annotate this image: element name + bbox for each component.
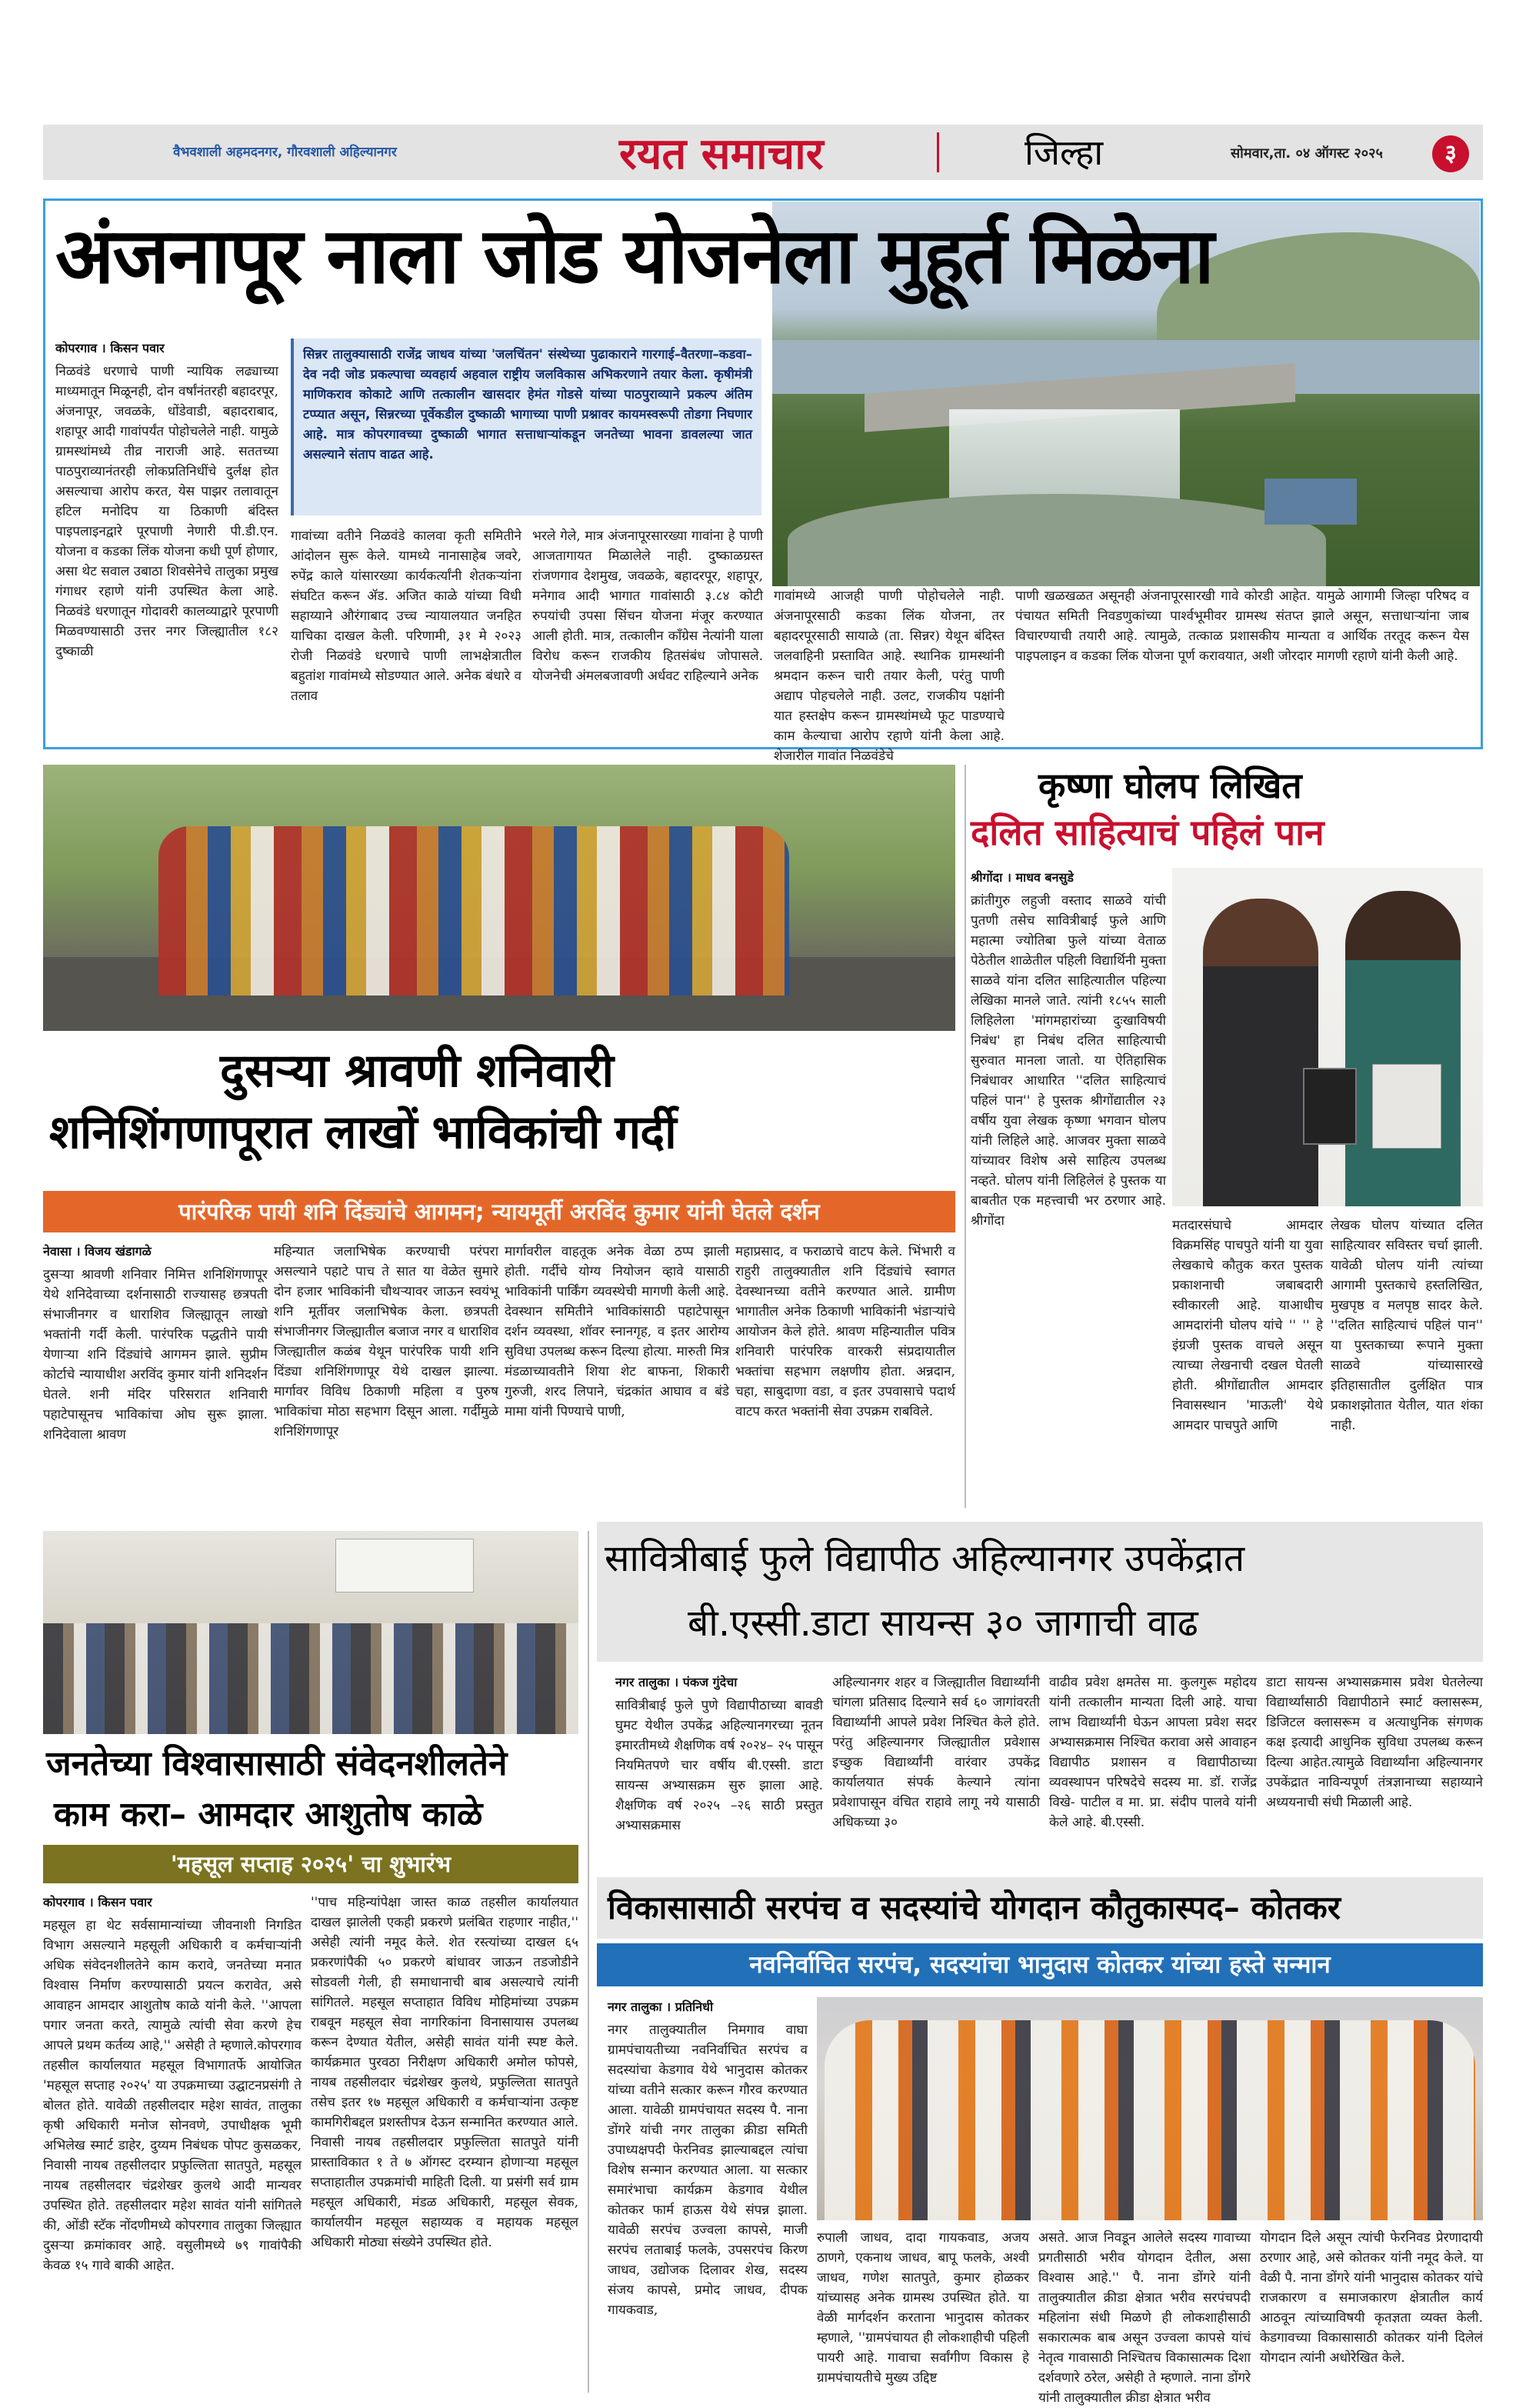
story5-byline: कोपरगाव । किसन पवार (43, 1895, 152, 1909)
story6-headline: विकासासाठी सरपंच व सदस्यांचे योगदान कौतुकास्पद– कोतकर (608, 1889, 1341, 1926)
page-number-badge (1432, 135, 1469, 172)
story6-col3: असते. आज निवडून आलेले सदस्य गावाच्या प्रगतीसाठी भरीव योगदान देतील, असा विश्वास आहे.'' पै. नाना डोंगरे यांनी तालुक्यातील क्रीडा क्षेत्रात भरीव सरपंचपदी महिलांना संधी मिळणे ही लोकशाहीसाठी सकारात्मक बाब असून उज्वला कापसे यांचं नेतृत्व गावासाठी निश्चितच विकासात्मक दिशा दर्शवणारे ठरेल, असेही ते म्हणाले. नाना डोंगरे यांनी तालुक्यातील क्रीडा क्षेत्रात भरीव (1038, 2230, 1251, 2406)
story2-headline-line1: दुसऱ्या श्रावणी शनिवारी (220, 1044, 614, 1098)
story5-subhead: 'महसूल सप्ताह २०२५' चा शुभारंभ (170, 1851, 451, 1877)
story1-col2: गावांच्या वतीने निळवंडे कालवा कृती समितीने आंदोलन सुरू केले. यामध्ये नानासाहेब जवरे, रुपेंद्र काले यांसारख्या कार्यकर्त्यांनी शेतकऱ्यांना संघटित करून ॲड. अजित काळे यांच्या विधी सहाय्याने औरंगाबाद उच्च न्यायालयात जनहित याचिका दाखल केली. परिणामी, ३१ मे २०२३ रोजी निळवंडे धरणाचे पाणी लाभक्षेत्रातील बहुतांश गावांमध्ये सोडण्यात आले. अनेक बंधारे व तलाव (291, 529, 521, 704)
story5-col1: कोपरगाव । किसन पवार महसूल हा थेट सर्वसामान्यांच्या जीवनाशी निगडित विभाग असल्याने महसूली अधिकारी व कर्मचाऱ्यांनी अधिक संवेदनशीलतेने काम करावे, जनतेच्या मनात विश्वास निर्माण करण्यासाठी प्रयत्न करावेत, असे आवाहन आमदार आशुतोष काळे यांनी केले. ''आपला पगार जनता करते, त्यामुळे त्यांची सेवा करणे हेच आपले प्रथम कर्तव्य आहे,'' असेही ते म्हणाले.कोपरगाव तहसील कार्यालयात महसूल विभागातर्फे आयोजित 'महसूल सप्ताह २०२५' या उपक्रमाच्या उद्घाटनप्रसंगी ते बोलत होते. यावेळी तहसीलदार महेश सावंत, तालुका कृषी अधिकारी मनोज सोनवणे, उपाधीक्षक भूमी अभिलेख स्मार्ट डाहेर, दुय्यम निबंधक पोपट कुसळकर, निवासी नायब तहसीलदार प्रफुल्लिता सातपुते, महसूल नायब तहसीलदार चंद्रशेखर कुलथे आदी मान्यवर उपस्थित होते. तहसीलदार महेश सावंत यांनी सांगितले की, ओंडी स्टॅक नोंदणीमध्ये कोपरगाव तालुका जिल्ह्यात दुसऱ्या क्रमांकावर आहे. वसुलीमध्ये ७९ गावांपैकी केवळ १५ गावे बाकी आहेत. (43, 1893, 302, 2393)
felicitation-group (825, 2020, 1475, 2220)
story2-col1: नेवासा । विजय खंडागळे दुसऱ्या श्रावणी शनिवार निमित्त शनिशिंगणापूर येथे शनिदेवाच्या दर्शनासाठी राज्यासह छत्रपती संभाजीनगर व धाराशिव जिल्ह्यातून लाखो भक्तांनी गर्दी केली. पारंपरिक पद्धतीने पायी येणाऱ्या शनि दिंड्यांचे आगमन झाले. सुप्रीम कोर्टाचे न्यायाधीश अरविंद कुमार यांनी शनिदर्शन घेतले. शनी मंदिर परिसरात शनिवारी पहाटेपासूनच भाविकांचा ओघ सुरू झाला. शनिदेवाला श्रावण (43, 1242, 268, 1503)
story1-col1: कोपरगाव । किसन पवार निळवंडे धरणाचे पाणी न्यायिक लढ्याच्या माध्यमातून मिळूनही, दोन वर्षांनंतरही बहादरपूर, अंजनापूर, जवळके, धोंडेवाडी, बहादराबाद, शहापूर आदी गावांपर्यंत पोहोचलेले नाही. यामुळे ग्रामस्थांमध्ये तीव्र नाराजी आहे. सततच्या पाठपुराव्यानंतरही लोकप्रतिनिधींचे दुर्लक्ष होत असल्याचा आरोप करत, येस पाझर तलावातून हटिल मनोदिप या ठिकाणी बंदिस्त पाइपलाइनद्वारे पूरपाणी नेणारी पी.डी.एन. योजना व कडका लिंक योजना कधी पूर्ण होणार, असा थेट सवाल उबाठा शिवसेनेचे तालुका प्रमुख गंगाधर रहाणे यांनी उपस्थित केला आहे. निळवंडे धरणातून गोदावरी कालव्याद्वारे पूरपाणी मिळवण्यासाठी उत्तर नगर जिल्ह्यातील १८२ दुष्काळी (55, 339, 278, 739)
story6-col1: नगर तालुका । प्रतिनिधी नगर तालुक्यातील निमगाव वाघा ग्रामपंचायतीच्या नवनिर्वाचित सरपंच व सदस्यांचा केडगाव येथे भानुदास कोतकर यांच्या वतीने सत्कार करून गौरव करण्यात आला. यावेळी ग्रामपंचायत सदस्य पै. नाना डोंगरे यांची नगर तालुका क्रीडा समिती उपाध्यक्षपदी फेरनिवड झाल्याबद्दल त्यांचा विशेष सन्मान करण्यात आला. या सत्कार समारंभाचा कार्यक्रम केडगाव येथील कोतकर फार्म हाऊस येथे संपन्न झाला. यावेळी सरपंच उज्वला कापसे, माजी सरपंच लताबाई फलके, उपसरपंच किरण जाधव, उद्योजक दिलावर शेख, सदस्य संजय कापसे, प्रमोद जाधव, दीपक गायकवाड, (608, 1997, 808, 2393)
story3-col1: श्रीगोंदा । माधव बनसुडे क्रांतीगुरु लहुजी वस्ताद साळवे यांची पुतणी तसेच सावित्रीबाई फुले आणि महात्मा ज्योतिबा फुले यांच्या वेताळ पेठेतील शाळेतील पहिली विद्यार्थिनी मुक्ता साळवे यांना दलित साहित्यातील पहिल्या लेखिका मानले जाते. त्यांनी १८५५ साली लिहिलेला 'मांगमहारांच्या दुःखाविषयी निबंध' हा निबंध दलित साहित्याची सुरुवात मानला जातो. या ऐतिहासिक निबंधावर आधारित ''दलित साहित्याचं पहिलं पान'' हे पुस्तक श्रीगोंद्यातील २३ वर्षीय युवा लेखक कृष्णा भगवान घोलप यांनी लिहिले आहे. आजवर मुक्ता साळवे यांच्यावर विशेष असे साहित्य उपलब्ध नव्हते. घोलप यांनी लिहिलेलं हे पुस्तक या बाबतीत एक महत्त्वाची भर ठरणार आहे. श्रीगोंदा (971, 868, 1166, 1506)
story1-headline: अंजनापूर नाला जोड योजनेला मुहूर्त मिळेना (55, 210, 1213, 301)
story4-col4: डाटा सायन्स अभ्यासक्रमास प्रवेश घेतलेल्या विद्यार्थ्यांसाठी विद्यापीठाने स्मार्ट क्लासरूम, डिजिटल क्लासरूम व अत्याधुनिक संगणक कक्ष इत्यादी आधुनिक सुविधा उपलब्ध करून दिल्या आहेत.त्यामुळे विद्यार्थ्यांना अहिल्यानगर उपकेंद्रात नाविन्यपूर्ण तंत्रज्ञानाच्या सहाय्याने अध्ययनाची संधी मिळाली आहे. (1266, 1675, 1483, 1810)
story4-col2: अहिल्यानगर शहर व जिल्ह्यातील विद्यार्थ्यांनी चांगला प्रतिसाद दिल्याने सर्व ६० जागांवरती विद्यार्थ्यांनी आपले प्रवेश निश्चित केले होते. परंतु अहिल्यानगर जिल्ह्यातील प्रवेशास इच्छुक विद्यार्थ्यांनी वारंवार उपकेंद्र कार्यालयात संपर्क केल्याने त्यांना प्रवेशापासून वंचित राहावे लागू नये यासाठी अधिकच्या ३० (832, 1675, 1040, 1830)
story2-byline: नेवासा । विजय खंडागळे (43, 1244, 152, 1259)
felicitation-photo (817, 1997, 1483, 2220)
story6-subhead: नवनिर्वाचित सरपंच, सदस्यांचा भानुदास कोतकर यांच्या हस्ते सन्मान (749, 1951, 1331, 1979)
story4-col1: नगर तालुका । पंकज गुंदेचा सावित्रीबाई फुले पुणे विद्यापीठाच्या बावडी घुमट येथील उपकेंद्र अहिल्यानगरच्या नूतन इमारतीमध्ये शैक्षणिक वर्ष २०२४– २५ पासून नियमितपणे चार वर्षीय बी.एस्सी. डाटा सायन्स अभ्यासक्रम सुरु झाला आहे. शैक्षणिक वर्ष २०२५ –२६ साठी प्रस्तुत अभ्यासक्रमास (615, 1673, 823, 1863)
story6-byline: नगर तालुका । प्रतिनिधी (608, 1999, 714, 2014)
story3-headline-line1: कृष्णा घोलप लिखित (1038, 765, 1302, 806)
story4-headline-line2: बी.एस्सी.डाटा सायन्स ३० जागाची वाढ (688, 1602, 1198, 1645)
story4-headline-line1: सावित्रीबाई फुले विद्यापीठ अहिल्यानगर उपकेंद्रात (605, 1537, 1245, 1580)
masthead-paper-name: रयत समाचार (619, 128, 824, 179)
pilgrims-photo (43, 765, 955, 1031)
meeting-banner (335, 1539, 474, 1593)
story6-col2: रुपाली जाधव, दादा गायकवाड, अजय ठाणगे, एकनाथ जाधव, बापू फलके, अश्वी जाधव, गणेश सातपुते, कुमार होळकर यांच्यासह अनेक ग्रामस्थ उपस्थित होते. या वेळी मार्गदर्शन करताना भानुदास कोतकर म्हणाले, ''ग्रामपंचायत ही लोकशाहीची पहिली पायरी आहे. गावाचा सर्वांगीण विकास हे ग्रामपंचायतीचे मुख्य उद्दिष्ट (817, 2230, 1029, 2386)
story5-col2: ''पाच महिन्यांपेक्षा जास्त काळ तहसील कार्यालयात दाखल झालेली एकही प्रकरणे प्रलंबित राहणार नाहीत,'' असेही त्यांनी नमूद केले. शेत रस्त्यांच्या दाखल ६५ प्रकरणांपैकी ५० प्रकरणे बांधावर जाऊन तडजोडीने सोडवली गेली, ही समाधानाची बाब असल्याचे त्यांनी सांगितले. महसूल सप्ताहात विविध मोहिमांच्या उपक्रम राबवून महसूल सेवा नागरिकांना विनासायास उपलब्ध करून देण्यात येतील, असेही सावंत यांनी स्पष्ट केले. कार्यक्रमात पुरवठा निरीक्षण अधिकारी अमोल फोपसे, नायब तहसीलदार चंद्रशेखर कुलथे, प्रफुल्लिता सातपुते तसेच इतर १७ महसूल अधिकारी व कर्मचाऱ्यांना उत्कृष्ट कामगिरीबद्दल प्रशस्तीपत्र देऊन सन्मानित करण्यात आले. निवासी नायब तहसीलदार प्रफुल्लिता सातपुते यांनी प्रास्ताविकात १ ते ७ ऑगस्ट दरम्यान होणाऱ्या महसूल सप्ताहातील उपक्रमांची माहिती दिली. या प्रसंगी सर्व ग्राम महसूल अधिकारी, मंडळ अधिकारी, महसूल सेवक, कार्यालयीन महसूल सहाय्यक व महायक महसूल अधिकारी मोठ्या संख्येने उपस्थित होते. (311, 1895, 578, 2250)
story6-subhead-bar (597, 1943, 1483, 1986)
meeting-photo (43, 1531, 578, 1734)
story4-col3: वाढीव प्रवेश क्षमतेस मा. कुलगुरू महोदय यांनी तत्कालीन मान्यता दिली आहे. याचा लाभ विद्यार्थ्यांनी घेऊन आपला प्रवेश सदर अभ्यासक्रमास निश्चित करावा असे आवाहन विद्यापीठ प्रशासन व विद्यापीठाच्या व्यवस्थापन परिषदेचे सदस्य मा. डॉ. राजेंद्र विखे- पाटील व मा. प्रा. संदीप पालवे यांनी केले आहे. बी.एस्सी. (1049, 1675, 1257, 1830)
story2-subhead-bar (43, 1191, 955, 1232)
story4-byline: नगर तालुका । पंकज गुंदेचा (615, 1675, 738, 1689)
dam-building (1264, 479, 1357, 525)
story3-headline-line2: दलित साहित्याचं पहिलं पान (971, 812, 1324, 853)
authors-photo (1172, 868, 1483, 1206)
dam-river (788, 494, 1326, 586)
story3-col2: मतदारसंघाचे आमदार विक्रमसिंह पाचपुते यांनी या युवा लेखकाचे कौतुक करत पुस्तक प्रकाशनाची जबाबदारी स्वीकारली आहे. याआधीच आमदारांनी घोलप यांचे '' '' हे इंग्रजी पुस्तक वाचले असून त्याच्या लेखनाची दखल घेतली होती. श्रीगोंद्यातील आमदार निवासस्थान 'माऊली' येथे आमदार पाचपुते आणि (1172, 1218, 1323, 1433)
story1-col3: भरले गेले, मात्र अंजनापूरसारख्या गावांना हे पाणी आजतागायत मिळालेले नाही. दुष्काळग्रस्त रांजणगाव देशमुख, जवळके, बहादरपूर, शहापूर, मनेगाव आदी भागात गावांसाठी ३.८४ कोटी रुपयांची उपसा सिंचन योजना मंजूर करण्यात आली होती. मात्र, तत्कालीन काँग्रेस नेत्यांनी याला विरोध करून राजकीय हितसंबंध जोपासले. योजनेची अंमलबजावणी अर्धवट राहिल्याने अनेक (532, 529, 763, 684)
story6-col4: योगदान दिले असून त्यांची फेरनिवड प्रेरणादायी ठरणार आहे, असे कोतकर यांनी नमूद केले. या वेळी पै. नाना डोंगरे यांनी भानुदास कोतकर यांचे राजकारण व समाजकारण क्षेत्रातील कार्य आठवून त्यांच्याविषयी कृतज्ञता व्यक्त केली. केडगावच्या विकासासाठी कोतकर यांनी दिलेलं योगदान त्यांनी अधोरेखित केले. (1260, 2230, 1483, 2366)
story5-column-rule (588, 1531, 589, 2393)
story2-subhead: पारंपरिक पायी शनि दिंड्यांचे आगमन; न्यायमूर्ती अरविंद कुमार यांनी घेतले दर्शन (178, 1199, 820, 1225)
story1-byline: कोपरगाव । किसन पवार (55, 341, 165, 355)
person-right (1345, 891, 1461, 1206)
story2-headline-line2: शनिशिंगणापूरात लाखों भाविकांची गर्दी (49, 1106, 676, 1159)
story5-subhead-bar (43, 1845, 578, 1883)
masthead-tagline: वैभवशाली अहमदनगर, गौरवशाली अहिल्यानगर (173, 145, 397, 160)
story2-col4: महाप्रसाद, व फराळाचे वाटप केले. भिंभारी व राहुरी तालुक्यातील शनि दिंड्यांचे स्वागत देवस्थानच्या वतीने करण्यात आले. ग्रामीण भागातील अनेक ठिकाणी भाविकांनी भंडाऱ्यांचे आयोजन केले होते. श्रावण महिन्यातील पवित्र शनिवारी पारंपरिक वारकरी संप्रदायातील भक्तांचा सहभाग लक्षणीय होता. अन्नदान, चहा, साबुदाणा वडा, व इतर उपवासाचे पदार्थ वाटप करत भक्तांनी सेवा उपक्रम राबविले. (735, 1244, 955, 1419)
story2-col3: मार्गावरील वाहतूक अनेक वेळा ठप्प झाली होती. गर्दीचे योग्य नियोजन व्हावे यासाठी भाविकांनी पार्किंग व्यवस्थेची मागणी केली आहे. देवस्थान समितीने भाविकांसाठी पहाटेपासून दर्शन व्यवस्था, शॉवर स्नानगृह, व इतर आरोग्य सुविधा उपलब्ध करून दिल्या होत्या. मारुती मित्र मंडळाच्यावतीने शिया शेट बाफना, शिकारी गुरुजी, शरद लिपाने, चंद्रकांत आघाव व बंडे मामा यांनी पिण्याचे पाणी, (505, 1244, 729, 1419)
meeting-audience (43, 1623, 578, 1734)
person-left (1203, 899, 1318, 1206)
story5-headline-line2: काम करा– आमदार आशुतोष काळे (54, 1795, 483, 1834)
story1-highlight-text: सिन्नर तालुक्यासाठी राजेंद्र जाधव यांच्या 'जलचिंतन' संस्थेच्या पुढाकाराने गारगाई–वैतरणा–कडवा–देव नदी जोड प्रकल्पाचा व्यवहार्य अहवाल राष्ट्रीय जलविकास अभिकरणाने तयार केला. कृषीमंत्री माणिकराव कोकाटे आणि तत्कालीन खासदार हेमंत गोडसे यांच्या पाठपुराव्याने प्रकल्प अंतिम टप्प्यात असून, सिन्नरच्या पूर्वेकडील दुष्काळी भागाच्या पाणी प्रश्नावर कायमस्वरूपी तोडगा निघणार आहे. मात्र कोपरगावच्या दुष्काळी भागात सत्ताधाऱ्यांकडून जनतेच्या भावना डावलल्या जात असल्याने संताप वाढत आहे. (303, 347, 752, 462)
story3-col3: लेखक घोलप यांच्यात दलित साहित्यावर सविस्तर चर्चा झाली. यावेळी घोलप यांनी त्यांच्या आगामी पुस्तकाचे हस्तलिखित, मुखपृष्ठ व मलपृष्ठ सादर केले. ''दलित साहित्याचं पहिलं पान'' या पुस्तकाच्या रूपाने मुक्ता साळवे यांच्यासारखे इतिहासातील दुर्लक्षित पात्र प्रकाशझोतात येतील, यात शंका नाही. (1331, 1218, 1483, 1433)
masthead-rule (937, 132, 939, 172)
masthead-section: जिल्हा (1025, 132, 1104, 173)
page-number: ३ (1444, 140, 1457, 167)
story1-col5: पाणी खळखळत असूनही अंजनापूरसारखी गावे कोरडी आहेत. यामुळे आगामी जिल्हा परिषद व पंचायत समिती निवडणुकांच्या पार्श्वभूमीवर ग्रामस्थ संतप्त झाले असून, सत्ताधाऱ्यांना जाब विचारण्याची तयारी आहे. त्यामुळे, तत्काळ प्रशासकीय मान्यता व आर्थिक तरतूद करून येस पाइपलाइन व कडका लिंक योजना पूर्ण करावयात, अशी जोरदार मागणी रहाणे यांनी केली आहे. (1015, 589, 1469, 664)
story5-headline-line1: जनतेच्या विश्वासासाठी संवेदनशीलतेने (46, 1744, 508, 1783)
book-cover (1303, 1068, 1357, 1145)
story1-col4: गावांमध्ये आजही पाणी पोहोचलेले नाही. अंजनापूरसाठी कडका लिंक योजना, तर बहादरपूरसाठी सायाळे (ता. सिन्नर) येथून बंदिस्त जलवाहिनी प्रस्तावित आहे. स्थानिक ग्रामस्थांनी श्रमदान करून चारी तयार केली, परंतु पाणी अद्याप पोहचलेले नाही. उलट, राजकीय पक्षांनी यात हस्तक्षेप करून ग्रामस्थांमध्ये फूट पाडण्याचे काम केल्याचा आरोप रहाणे यांनी केला आहे. शेजारील गावांत निळवंडेचे (774, 589, 1005, 764)
story1-highlight-box (291, 339, 761, 515)
book-cover-2 (1372, 1064, 1441, 1149)
pilgrims-group (158, 826, 789, 996)
masthead-date: सोमवार,ता. ०४ ऑगस्ट २०२५ (1231, 145, 1383, 162)
story3-column-rule (965, 765, 966, 1508)
story2-col2: महिन्यात जलाभिषेक करण्याची परंपरा असल्याने पहाटे पाच ते सात या वेळेत सुमारे दोन हजार भाविकांनी चौथऱ्यावर जाऊन स्वयंभू शनि मूर्तीवर जलाभिषेक केला. छत्रपती संभाजीनगर जिल्ह्यातील बजाज नगर व धाराशिव जिल्ह्यातील कळंब येथून पारंपरिक पायी शनि दिंड्या शनिशिंगणापूर येथे दाखल झाल्या. मार्गावर विविध ठिकाणी महिला व पुरुष भाविकांचा मोठा सहभाग दिसून आला. गर्दीमुळे शनिशिंगणापूर (274, 1244, 498, 1439)
story3-byline: श्रीगोंदा । माधव बनसुडे (971, 870, 1074, 885)
